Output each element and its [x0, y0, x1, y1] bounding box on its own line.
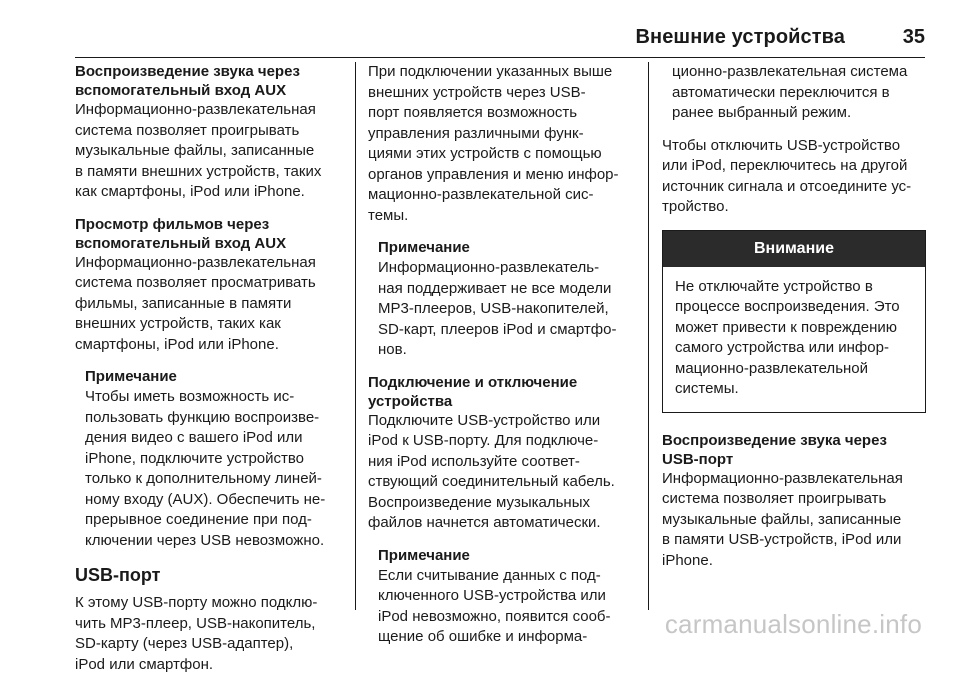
body-line: фильмы, записанные в памяти: [75, 294, 292, 312]
note-line: Если считывание данных с под-: [378, 566, 601, 584]
body-line: мационно-развлекательной сис-: [368, 186, 594, 203]
body-line: система позволяет проигрывать: [75, 121, 300, 139]
section-heading: вспомогательный вход AUX: [75, 82, 287, 99]
note-read-error: [368, 546, 632, 648]
body-line: iPod к USB-порту. Для подключе-: [368, 432, 599, 449]
body-line: органов управления и меню инфор-: [368, 165, 619, 183]
section-heading: Просмотр фильмов через: [75, 215, 270, 233]
body-line: смартфоны, iPod или iPhone.: [75, 335, 279, 353]
note-line: прерывное соединение при под-: [85, 511, 312, 528]
note-title: Примечание: [378, 546, 470, 564]
note-line: iPhone, подключите устройство: [85, 449, 305, 467]
section-video-aux: [75, 215, 347, 356]
note-line: нов.: [378, 341, 407, 358]
body-line: тройство.: [662, 198, 729, 215]
body-line: iPhone.: [662, 551, 713, 569]
section-heading: вспомогательный вход AUX: [75, 234, 287, 252]
section-disconnect: [662, 136, 926, 218]
note-line: ционно-развлекательная система: [672, 63, 908, 80]
body-line: система позволяет проигрывать: [662, 490, 887, 507]
body-line: как смартфоны, iPod или iPhone.: [75, 183, 305, 200]
section-heading: Подключение и отключение: [368, 373, 578, 391]
warning-line: может привести к повреждению: [675, 318, 898, 336]
section-heading: устройства: [368, 392, 453, 410]
body-line: ния iPod используйте соответ-: [368, 452, 580, 470]
note-supported-devices: [368, 238, 632, 361]
note-line: пользовать функцию воспроизве-: [85, 408, 320, 426]
warning-line: самого устройства или инфор-: [675, 339, 889, 356]
note-line: ному входу (AUX). Обеспечить не-: [85, 490, 326, 508]
note-title: Примечание: [85, 368, 177, 385]
section-heading: Воспроизведение звука через: [75, 63, 300, 80]
body-line: Информационно-развлекательная: [662, 469, 903, 487]
body-line: iPod или смартфон.: [75, 655, 214, 673]
note-line: ключенного USB-устройства или: [378, 587, 606, 604]
column-middle: [368, 62, 632, 660]
body-line: порт появляется возможность: [368, 104, 578, 121]
body-line: в памяти внешних устройств, таких: [75, 162, 322, 180]
body-line: Информационно-развлекательная: [75, 101, 316, 118]
note-title: Примечание: [378, 239, 470, 256]
section-heading: Воспроизведение звука через: [662, 431, 887, 449]
note-line: iPod невозможно, появится сооб-: [378, 607, 611, 625]
body-line: Информационно-развлекательная: [75, 253, 316, 271]
section-connect-disconnect: [368, 373, 632, 534]
section-heading-usb-port: USB-порт: [75, 565, 161, 585]
warning-title: Внимание: [663, 231, 925, 267]
body-line: файлов начнется автоматически.: [368, 514, 601, 531]
note-read-error-continued: [662, 62, 926, 124]
body-line: Воспроизведение музыкальных: [368, 493, 590, 511]
header-rule: [75, 57, 925, 58]
note-line: автоматически переключится в: [672, 83, 890, 101]
watermark: carmanualsonline.info: [664, 609, 922, 639]
body-line: внешних устройств через USB-: [368, 83, 586, 101]
body-line: темы.: [368, 206, 409, 224]
body-line: циями этих устройств с помощью: [368, 145, 602, 162]
body-line: музыкальные файлы, записанные: [662, 510, 902, 528]
column-divider: [355, 62, 356, 610]
running-title: Внешние устройства: [635, 26, 845, 48]
body-line: источник сигнала и отсоедините ус-: [662, 177, 912, 195]
body-line: управления различными функ-: [368, 124, 584, 142]
section-usb-intro: [368, 62, 632, 226]
section-usb-port: [75, 563, 347, 675]
note-line: ключении через USB невозможно.: [85, 531, 325, 549]
note-line: ранее выбранный режим.: [672, 104, 852, 121]
section-audio-aux: [75, 62, 347, 203]
page-number: 35: [902, 26, 925, 48]
note-line: только к дополнительному линей-: [85, 470, 322, 487]
note-line: MP3-плееров, USB-накопителей,: [378, 300, 609, 317]
body-line: К этому USB-порту можно подклю-: [75, 594, 318, 611]
note-video-ipod: [75, 367, 347, 551]
warning-line: процессе воспроизведения. Это: [675, 298, 900, 315]
note-line: дения видео с вашего iPod или: [85, 429, 303, 446]
note-line: Чтобы иметь возможность ис-: [85, 388, 295, 405]
warning-line: системы.: [675, 380, 739, 397]
note-line: SD-карт, плееров iPod и смартфо-: [378, 320, 617, 338]
warning-box: [662, 230, 926, 413]
warning-body: [663, 267, 925, 412]
note-line: ная поддерживает не все модели: [378, 279, 612, 297]
note-line: щение об ошибке и информа-: [378, 628, 588, 645]
body-line: При подключении указанных выше: [368, 63, 613, 80]
warning-line: Не отключайте устройство в: [675, 277, 873, 295]
body-line: Чтобы отключить USB-устройство: [662, 136, 901, 154]
column-right: [662, 62, 926, 583]
section-heading: USB-порт: [662, 450, 734, 468]
body-line: или iPod, переключитесь на другой: [662, 157, 908, 174]
body-line: внешних устройств, таких как: [75, 315, 281, 332]
body-line: Подключите USB-устройство или: [368, 411, 601, 429]
body-line: музыкальные файлы, записанные: [75, 142, 315, 159]
page-header: [75, 26, 925, 58]
note-line: Информационно-развлекатель-: [378, 259, 600, 276]
body-line: SD-карту (через USB-адаптер),: [75, 635, 294, 652]
warning-line: мационно-развлекательной: [675, 359, 869, 377]
section-audio-usb: [662, 431, 926, 572]
column-divider: [648, 62, 649, 610]
body-line: чить MP3-плеер, USB-накопитель,: [75, 614, 316, 632]
body-line: система позволяет просматривать: [75, 274, 316, 291]
body-line: ствующий соединительный кабель.: [368, 473, 615, 490]
body-line: в памяти USB-устройств, iPod или: [662, 531, 902, 548]
column-left: [75, 62, 347, 687]
